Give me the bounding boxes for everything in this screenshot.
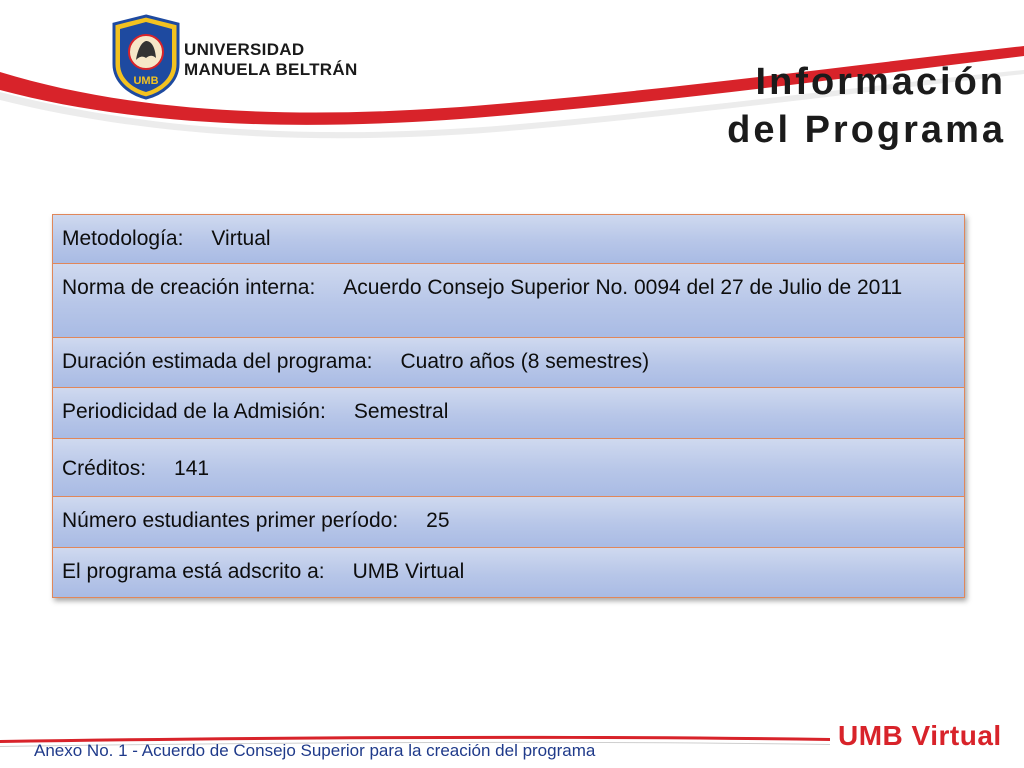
info-row-methodology bbox=[52, 214, 965, 264]
info-value: 141 bbox=[174, 457, 210, 480]
university-name-line2: MANUELA BELTRÁN bbox=[184, 60, 358, 79]
info-row-internal-norm bbox=[52, 264, 965, 338]
slide-title-line2: del Programa bbox=[727, 109, 1006, 151]
info-row-assigned-to bbox=[52, 548, 965, 598]
info-label: Periodicidad de la Admisión: bbox=[62, 400, 326, 423]
info-row-credits bbox=[52, 439, 965, 497]
info-value: UMB Virtual bbox=[352, 560, 465, 583]
program-info-table bbox=[52, 214, 965, 598]
info-row-admission-period bbox=[52, 388, 965, 439]
info-label: Metodología: bbox=[62, 227, 184, 250]
slide-title bbox=[626, 58, 1006, 154]
info-row-duration bbox=[52, 338, 965, 388]
info-label: Créditos: bbox=[62, 457, 147, 480]
university-seal-icon bbox=[110, 14, 182, 100]
university-name bbox=[184, 40, 358, 80]
info-label: Duración estimada del programa: bbox=[62, 350, 373, 373]
info-row-students bbox=[52, 497, 965, 548]
info-label: El programa está adscrito a: bbox=[62, 560, 325, 583]
info-value: Acuerdo Consejo Superior No. 0094 del 27 de Julio de 2011 bbox=[343, 276, 903, 299]
info-value: Virtual bbox=[211, 227, 271, 250]
info-label: Número estudiantes primer período: bbox=[62, 509, 399, 532]
umb-virtual-brand: UMB Virtual bbox=[838, 720, 1002, 751]
seal-text: UMB bbox=[133, 75, 159, 87]
slide-title-line1: Información bbox=[755, 61, 1006, 103]
university-logo bbox=[110, 14, 358, 104]
info-value: Semestral bbox=[353, 400, 449, 423]
info-label: Norma de creación interna: bbox=[62, 276, 316, 299]
info-value: 25 bbox=[426, 509, 450, 532]
info-value: Cuatro años (8 semestres) bbox=[400, 350, 650, 373]
footer-annex-text: Anexo No. 1 - Acuerdo de Consejo Superior para la creación del programa bbox=[34, 741, 596, 760]
university-name-line1: UNIVERSIDAD bbox=[184, 40, 305, 59]
